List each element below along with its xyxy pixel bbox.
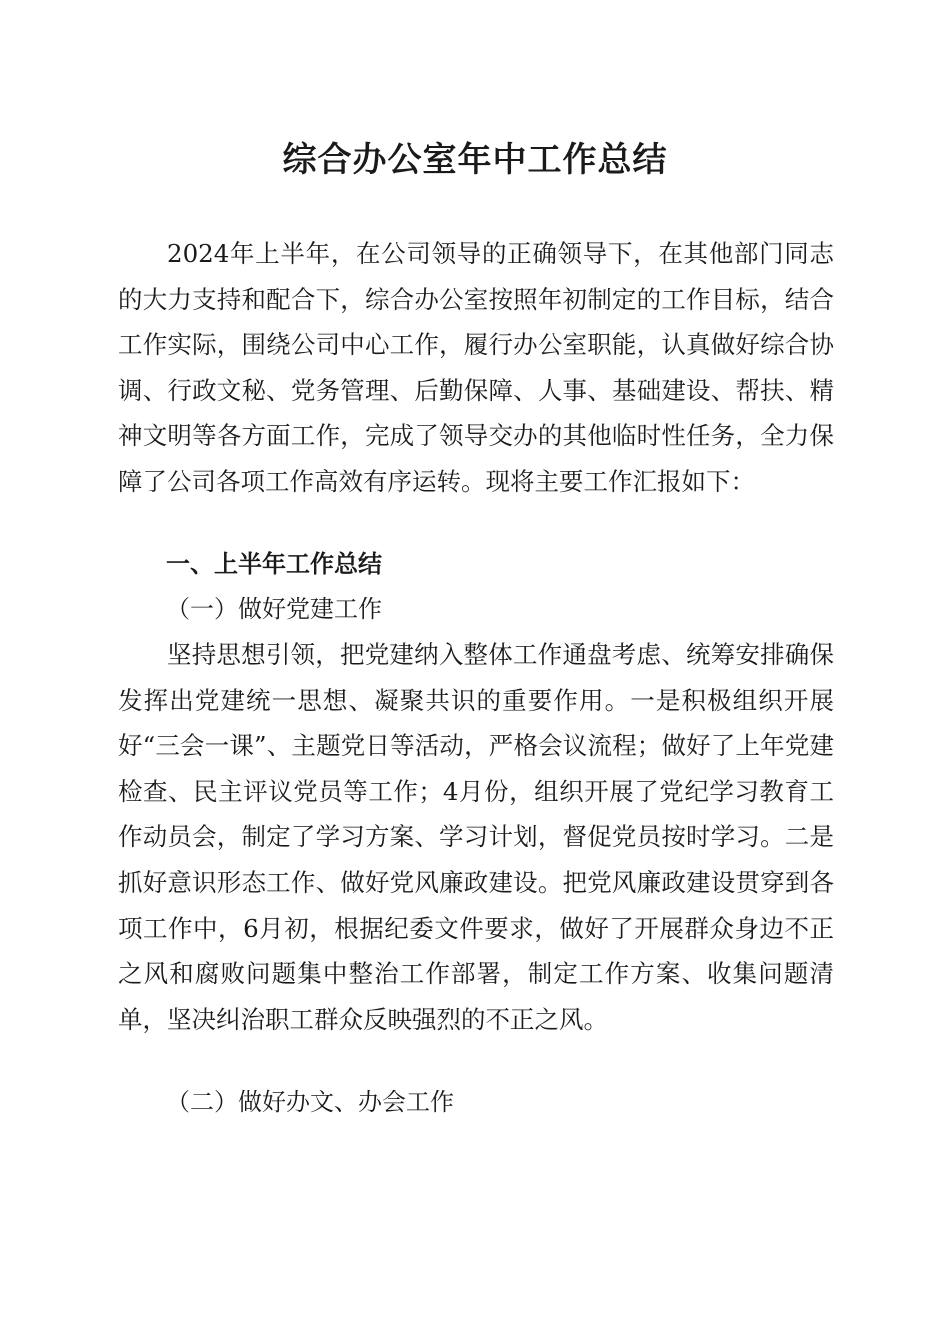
- intro-section: [118, 231, 834, 505]
- party-building-paragraph: 坚持思想引领，把党建纳入整体工作通盘考虑、统筹安排确保发挥出党建统一思想、凝聚共识的重要作用。一是积极组织开展好“三会一课”、主题党日等活动，严格会议流程；做好了上年党建检查、民主评议党员等工作；4月份，组织开展了党纪学习教育工作动员会，制定了学习方案、学习计划，督促党员按时学习。二是抓好意识形态工作、做好党风廉政建设。把党风廉政建设贯穿到各项工作中，6月初，根据纪委文件要求，做好了开展群众身边不正之风和腐败问题集中整治工作部署，制定工作方案、收集问题清单，坚决纠治职工群众反映强烈的不正之风。: [118, 640, 834, 1034]
- subsection-heading-documents-meetings: （二）做好办文、办会工作: [166, 1088, 454, 1116]
- intro-paragraph: 2024年上半年，在公司领导的正确领导下，在其他部门同志的大力支持和配合下，综合办公室按照年初制定的工作目标，结合工作实际，围绕公司中心工作，履行办公室职能，认真做好综合协调、行政文秘、党务管理、后勤保障、人事、基础建设、帮扶、精神文明等各方面工作，完成了领导交办的其他临时性任务，全力保障了公司各项工作高效有序运转。现将主要工作汇报如下：: [118, 239, 834, 496]
- subsection-heading-party-building: （一）做好党建工作: [166, 595, 382, 623]
- section-heading-summary: 一、上半年工作总结: [166, 550, 382, 578]
- party-building-section: [118, 632, 834, 1042]
- document-title: 综合办公室年中工作总结: [282, 140, 668, 180]
